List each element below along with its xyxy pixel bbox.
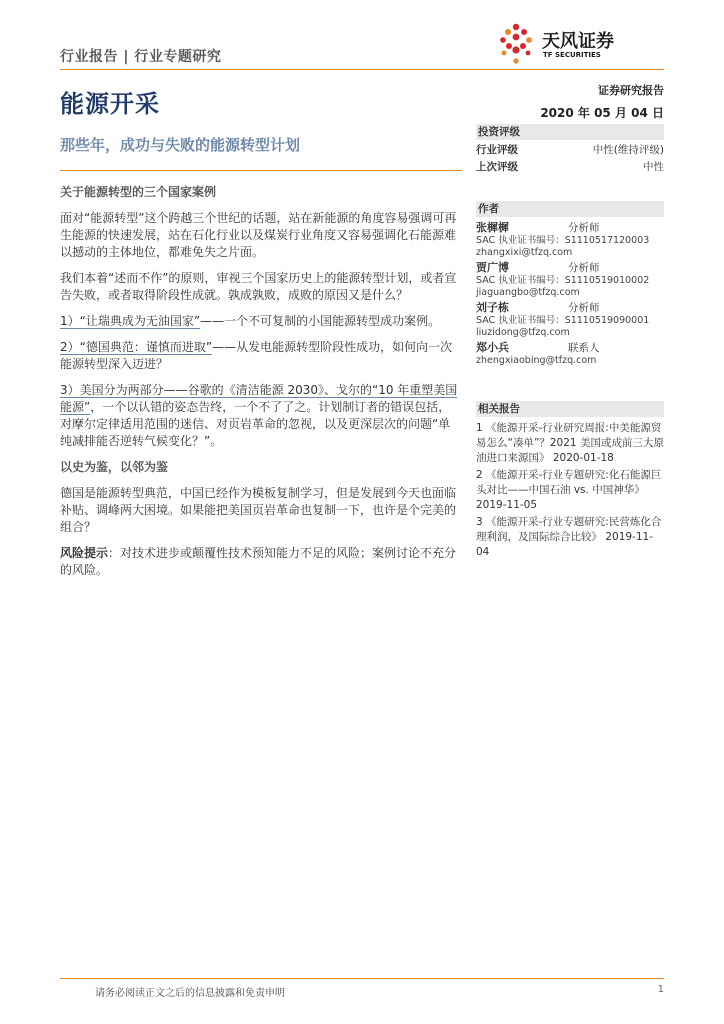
section-heading-lessons: 以史为鉴，以邻为鉴 — [60, 460, 169, 474]
logo-english-name: TF SECURITIES — [543, 51, 601, 59]
author-email[interactable]: zhangxixi@tfzq.com — [476, 247, 573, 258]
report-subtitle: 那些年，成功与失败的能源转型计划 — [60, 136, 301, 154]
industry-rating-row — [476, 142, 664, 159]
author-name: 郑小兵 — [476, 341, 509, 354]
author-role: 分析师 — [568, 262, 600, 274]
footer-disclaimer: 请务必阅读正文之后的信息披露和免责申明 — [95, 988, 285, 999]
author-name: 贾广博 — [476, 261, 509, 274]
author-cert: SAC 执业证书编号：S1110519090001 — [476, 315, 650, 326]
paragraph-intro: 面对“能源转型”这个跨越三个世纪的话题，站在新能源的角度容易强调可再生能源的快速发展，站在石化行业以及煤炭行业角度又容易强调化石能源难以撼动的主体地位，都难免失之片面。 — [60, 211, 457, 259]
sweden-case-desc: ——一个不可复制的小国能源转型成功案例。 — [200, 314, 441, 328]
author-role: 联系人 — [568, 342, 600, 354]
authors-heading: 作者 — [476, 201, 664, 217]
related-reports-heading: 相关报告 — [476, 401, 664, 417]
author-entry — [476, 221, 664, 259]
report-date: 2020 年 05 月 04 日 — [540, 106, 664, 120]
paragraph-germany-china: 德国是能源转型典范，中国已经作为模板复制学习，但是发展到今天也面临补贴、调峰两大困境。如果能把美国页岩革命也复制一下，也许是个完美的组合？ — [60, 486, 457, 534]
risk-text: ：对技术进步或颠覆性技术预知能力不足的风险；案例讨论不充分的风险。 — [60, 546, 457, 577]
author-cert: SAC 执业证书编号：S1110517120003 — [476, 235, 650, 246]
company-logo — [494, 22, 664, 66]
report-type: 证券研究报告 — [598, 84, 664, 97]
footer-divider — [60, 978, 664, 979]
germany-case-desc: ——从发电能源转型阶段性成功，如何向一次能源转型深入迈进？ — [60, 340, 453, 371]
author-email[interactable]: zhengxiaobing@tfzq.com — [476, 355, 597, 366]
author-cert: SAC 执业证书编号：S1110519010002 — [476, 275, 650, 286]
page-number: 1 — [657, 984, 664, 995]
list-item-usa — [60, 382, 462, 450]
section-heading-cases: 关于能源转型的三个国家案例 — [60, 185, 217, 199]
author-entry — [476, 301, 664, 339]
paragraph-approach: 我们本着“述而不作”的原则，审视三个国家历史上的能源转型计划，或者宣告失败，或者取得阶段性成就。孰成孰败，成败的原因又是什么？ — [60, 271, 457, 302]
subtitle-divider — [60, 170, 462, 171]
risk-label: 风险提示 — [60, 546, 109, 560]
sidebar — [476, 124, 664, 560]
germany-case-title: 2）“德国典范：谨慎而进取” — [60, 340, 213, 354]
risk-warning — [60, 545, 462, 579]
author-role: 分析师 — [568, 302, 600, 314]
previous-rating-label: 上次评级 — [476, 161, 518, 173]
author-name: 刘子栋 — [476, 301, 509, 314]
tf-logo-icon — [494, 22, 538, 66]
list-item-sweden — [60, 313, 462, 330]
rating-heading: 投资评级 — [476, 124, 664, 140]
previous-rating-value: 中性 — [643, 161, 664, 173]
industry-rating-label: 行业评级 — [476, 144, 518, 156]
author-entry — [476, 341, 664, 367]
header-divider — [60, 69, 664, 70]
author-name: 张樨樨 — [476, 221, 509, 234]
related-report-item[interactable]: 2 《能源开采-行业专题研究:化石能源巨头对比——中国石油 vs. 中国神华》 2019-11-05 — [476, 469, 662, 511]
industry-rating-value: 中性(维持评级) — [592, 144, 664, 156]
related-report-item[interactable]: 1 《能源开采-行业研究周报:中美能源贸易怎么“凑单”？2021 美国或成前三大原油进口来源国》 2020-01-18 — [476, 422, 664, 464]
main-body — [60, 184, 462, 588]
author-role: 分析师 — [568, 222, 600, 234]
report-category: 行业报告 | 行业专题研究 — [60, 49, 222, 65]
logo-chinese-name: 天风证券 — [542, 31, 614, 52]
related-report-item[interactable]: 3 《能源开采-行业专题研究:民营炼化合理利润，及国际综合比较》 2019-11-04 — [476, 516, 662, 558]
usa-case-title: 3）美国分为两部分——谷歌的《清洁能源 2030》、戈尔的“10 年重塑美国能源” — [60, 383, 458, 414]
previous-rating-row — [476, 159, 664, 176]
author-entry — [476, 261, 664, 299]
report-title: 能源开采 — [60, 90, 160, 118]
sweden-case-title: 1）“让瑞典成为无油国家” — [60, 314, 201, 328]
author-email[interactable]: jiaguangbo@tfzq.com — [476, 287, 580, 298]
list-item-germany — [60, 339, 462, 373]
usa-case-desc: ，一个以认错的姿态告终，一个不了了之。计划制订者的错误包括，对摩尔定律适用范围的迷信、对页岩革命的忽视，以及更深层次的问题“单纯减排能否逆转气候变化？”。 — [60, 400, 451, 448]
author-email[interactable]: liuzidong@tfzq.com — [476, 327, 570, 338]
